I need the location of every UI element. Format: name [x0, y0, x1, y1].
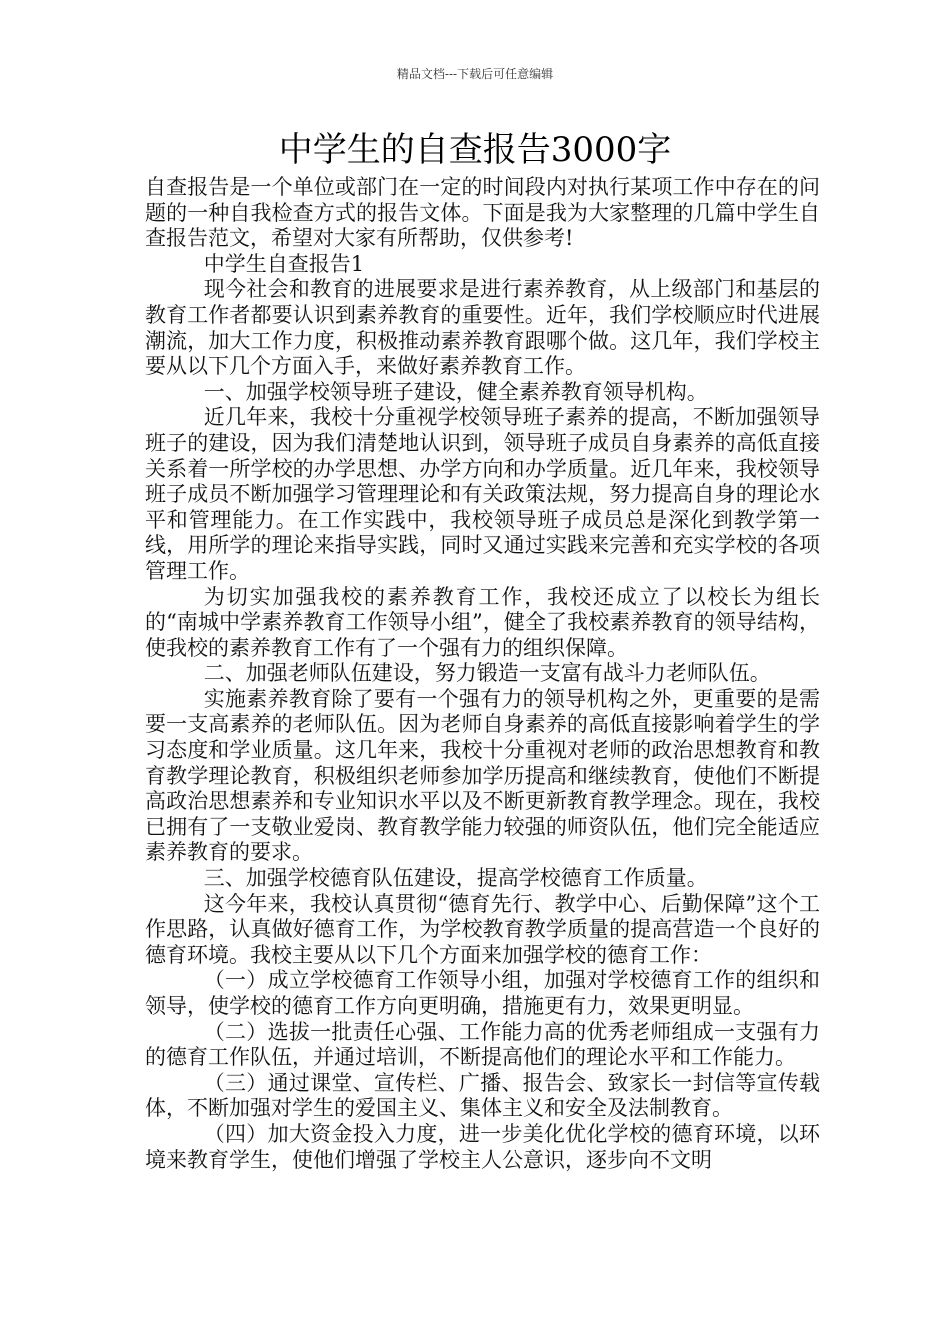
list-item: （一）成立学校德育工作领导小组，加强对学校德育工作的组织和领导，使学校的德育工作方向更明确，措施更有力，效果更明显。	[145, 968, 820, 1018]
list-item: （二）选拔一批责任心强、工作能力高的优秀老师组成一支强有力的德育工作队伍，并通过培训，不断提高他们的理论水平和工作能力。	[145, 1019, 820, 1070]
body-paragraph: 近几年来，我校十分重视学校领导班子素养的提高，不断加强领导班子的建设，因为我们清楚地认识到，领导班子成员自身素养的高低直接关系着一所学校的办学思想、办学方向和办学质量。近几年来，我校领导班子成员不断加强学习管理理论和有关政策法规，努力提高自身的理论水平和管理能力。在工作实践中，我校领导班子成员总是深化到教学第一线，用所学的理论来指导实践，同时又通过实践来完善和充实学校的各项管理工作。	[145, 405, 820, 583]
document-title: 中学生的自查报告3000字	[278, 130, 672, 170]
section-heading: 中学生自查报告1	[203, 251, 365, 276]
body-paragraph: 现今社会和教育的进展要求是进行素养教育，从上级部门和基层的教育工作者都要认识到素养教育的重要性。近年，我们学校顺应时代进展潮流，加大工作力度，积极推动素养教育跟哪个做。这几年，我们学校主要从以下几个方面入手，来做好素养教育工作。	[145, 277, 820, 379]
list-item: （三）通过课堂、宣传栏、广播、报告会、致家长一封信等宣传载体，不断加强对学生的爱国主义、集体主义和安全及法制教育。	[145, 1070, 820, 1121]
page-header: 精品文档---下载后可任意编辑	[396, 67, 554, 81]
subsection-heading: 一、加强学校领导班子建设，健全素养教育领导机构。	[203, 379, 708, 404]
subsection-heading: 二、加强老师队伍建设，努力锻造一支富有战斗力老师队伍。	[203, 661, 771, 686]
list-item: （四）加大资金投入力度，进一步美化优化学校的德育环境，以环境来教育学生，使他们增强了学校主人公意识，逐步向不文明	[145, 1121, 820, 1172]
document-body	[145, 175, 820, 1173]
body-paragraph: 实施素养教育除了要有一个强有力的领导机构之外，更重要的是需要一支高素养的老师队伍。因为老师自身素养的高低直接影响着学生的学习态度和学业质量。这几年来，我校十分重视对老师的政治思想教育和教育教学理论教育，积极组织老师参加学历提高和继续教育，使他们不断提高政治思想素养和专业知识水平以及不断更新教育教学理念。现在，我校已拥有了一支敬业爱岗、教育教学能力较强的师资队伍，他们完全能适应素养教育的要求。	[145, 686, 820, 865]
intro-paragraph: 自查报告是一个单位或部门在一定的时间段内对执行某项工作中存在的问题的一种自我检查方式的报告文体。下面是我为大家整理的几篇中学生自查报告范文，希望对大家有所帮助，仅供参考!	[145, 175, 820, 251]
body-paragraph: 为切实加强我校的素养教育工作，我校还成立了以校长为组长的“南城中学素养教育工作领导小组”，健全了我校素养教育的领导结构，使我校的素养教育工作有了一个强有力的组织保障。	[145, 584, 820, 660]
subsection-heading: 三、加强学校德育队伍建设，提高学校德育工作质量。	[203, 866, 708, 891]
body-paragraph: 这今年来，我校认真贯彻“德育先行、教学中心、后勤保障”这个工作思路，认真做好德育工作，为学校教育教学质量的提高营造一个良好的德育环境。我校主要从以下几个方面来加强学校的德育工作：	[145, 891, 820, 967]
